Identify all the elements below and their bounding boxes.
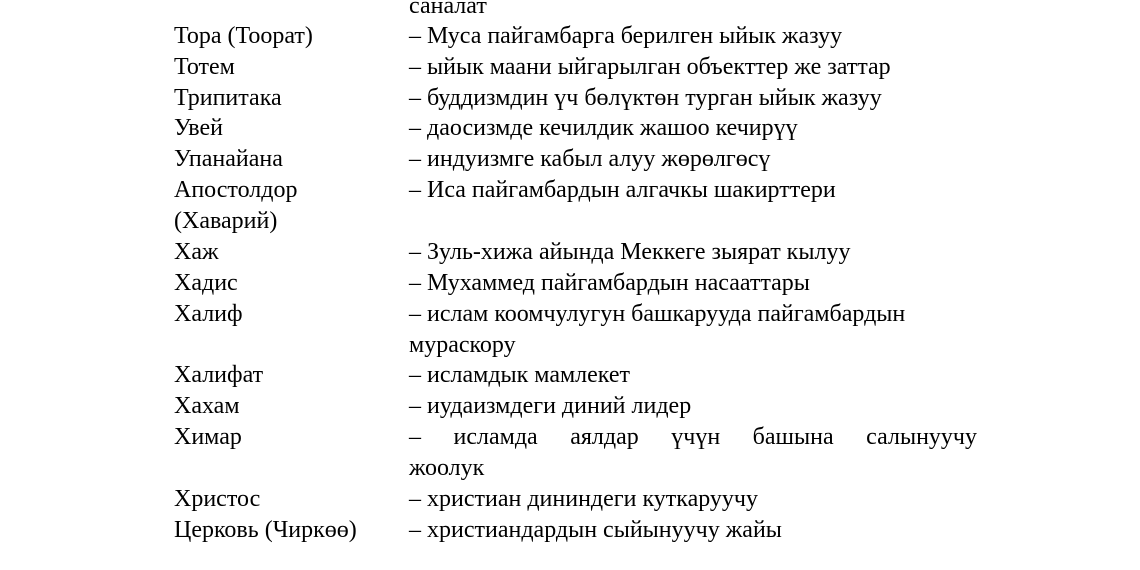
glossary-definition: – Мухаммед пайгамбардын насааттары (409, 270, 810, 296)
glossary-term: Хадис (174, 270, 238, 296)
glossary-term: Тотем (174, 54, 235, 80)
glossary-term: Химар (174, 424, 242, 450)
glossary-term: Увей (174, 115, 223, 141)
glossary-definition: – христиан дининдеги куткаруучу (409, 486, 758, 512)
glossary-definition-continuation: мураскору (409, 332, 516, 358)
glossary-term: Хаж (174, 239, 219, 265)
glossary-term: Халифат (174, 362, 264, 388)
glossary-definition: – ыйык маани ыйгарылган объекттер же заттар (409, 54, 891, 80)
glossary-definition: – буддизмдин үч бөлүктөн турган ыйык жазуу (409, 85, 882, 111)
glossary-definition-continuation: жоолук (409, 455, 485, 481)
glossary-definition: – исламда аялдар үчүн башына салынуучу (409, 424, 977, 450)
glossary-term: Апостолдор (174, 177, 298, 203)
glossary-term: Трипитака (174, 85, 282, 111)
glossary-term: Церковь (Чиркөө) (174, 517, 357, 543)
glossary-term: Христос (174, 486, 261, 512)
glossary-definition: – Зуль-хижа айында Меккеге зыярат кылуу (409, 239, 851, 265)
glossary-term: Халиф (174, 301, 243, 327)
glossary-term: Тора (Тоорат) (174, 23, 313, 49)
glossary-definition: – Муса пайгамбарга берилген ыйык жазуу (409, 23, 843, 49)
glossary-definition: – даосизмде кечилдик жашоо кечирүү (409, 115, 798, 141)
glossary-term: Упанайана (174, 146, 283, 172)
glossary-definition: – индуизмге кабыл алуу жөрөлгөсү (409, 146, 771, 172)
glossary-definition: – иудаизмдеги диний лидер (409, 393, 692, 419)
glossary-definition: – христиандардын сыйынуучу жайы (409, 517, 782, 543)
glossary-definition: – ислам коомчулугун башкарууда пайгамбардын (409, 301, 906, 327)
definition-continuation: саналат (409, 0, 487, 19)
glossary-term: Хахам (174, 393, 240, 419)
glossary-term-continuation: (Хаварий) (174, 208, 278, 234)
glossary-definition: – исламдык мамлекет (409, 362, 631, 388)
glossary-definition: – Иса пайгамбардын алгачкы шакирттери (409, 177, 836, 203)
